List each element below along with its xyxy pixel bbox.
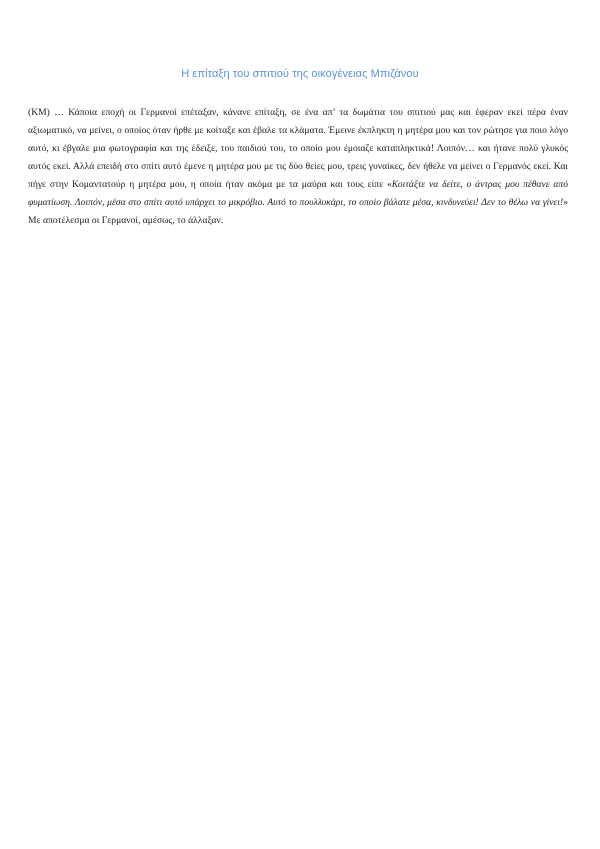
body-paragraph (28, 104, 568, 230)
quoted-speech: Κοιτάξτε να δείτε, ο άντρας μου πέθανε από φυματίωση. Λοιπόν, μέσα στο σπίτι αυτό υπάρχει το μικρόβιο. Αυτό το πουλλυκάρι, το οποίο βάλατε μέσα, κινδυνεύει! Δεν το θέλω να γίνει! (28, 179, 568, 208)
paragraph-text-end: » Με αποτέλεσμα οι Γερμανοί, αμέσως, το άλλαξαν. (28, 197, 568, 226)
document-title: Η επίταξη του σπιτιού της οικογένειας Μπιζάνου (181, 68, 419, 80)
paragraph-text-start: (ΚΜ) … Κάποια εποχή οι Γερμανοί επέταξαν, κάνανε επίταξη, σε ένα απ’ τα δωμάτια του σπιτιού μας και έφεραν εκεί πέρα έναν αξιωματικό, να μείνει, ο οποίος όταν ήρθε με κοίταξε και έβαλε τα κλάματα. Έμεινε έκπληκτη η μητέρα μου και τον ρώτησε για ποιο λόγο αυτό, κι έβγαλε μια φωτογραφία και της έδειξε, του παιδιού του, το οποίο μου έμοιαζε καταπληκτικά! Λοιπόν… και ήτανε πολύ γλυκός αυτός εκεί. Αλλά επειδή στο σπίτι αυτό έμενε η μητέρα μου με τις δύο θείες μου, τρεις γυναίκες, δεν ήθελε να μείνει ο Γερμανός εκεί. Και πήγε στην Κομαντατούρ η μητέρα μου, η οποία ήταν ακόμα με τα μαύρα και τους είπε « (28, 107, 568, 190)
